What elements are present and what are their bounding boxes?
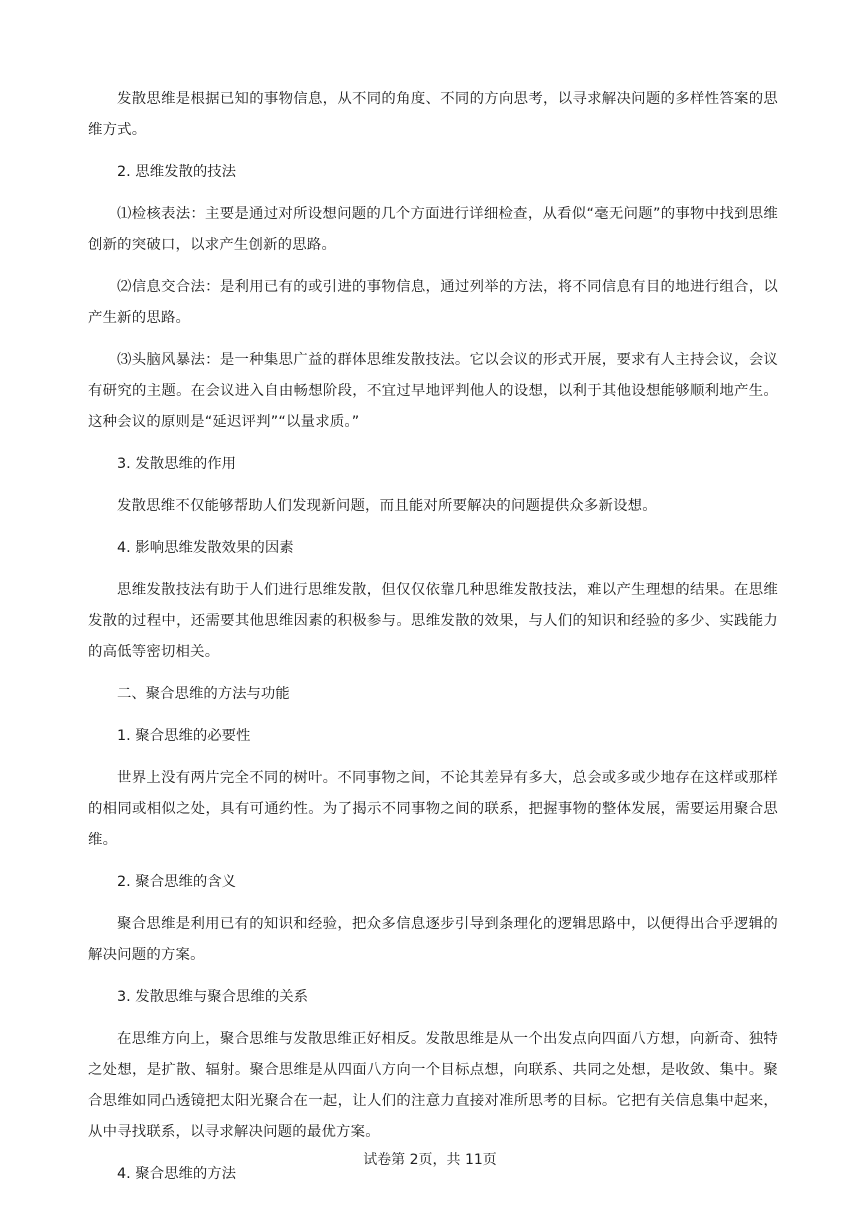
body-paragraph: ⑵信息交合法：是利用已有的或引进的事物信息，通过列举的方法，将不同信息有目的地进行组合，以产生新的思路。 [88,279,778,326]
section-heading: 2. 聚合思维的含义 [117,874,237,890]
section-heading: 4. 影响思维发散效果的因素 [117,540,294,556]
section-heading: 二、聚合思维的方法与功能 [117,686,290,702]
section-heading: 2. 思维发散的技法 [117,164,237,180]
section-heading: 4. 聚合思维的方法 [117,1166,237,1182]
body-paragraph: 发散思维是根据已知的事物信息，从不同的角度、不同的方向思考，以寻求解决问题的多样性答案的思维方式。 [88,91,778,138]
page-footer: 试卷第 2页，共 11页 [363,1152,497,1168]
document-body [88,84,778,1201]
body-paragraph: ⑴检核表法：主要是通过对所设想问题的几个方面进行详细检查，从看似“毫无问题”的事物中找到思维创新的突破口，以求产生创新的思路。 [88,206,778,253]
body-paragraph: ⑶头脑风暴法：是一种集思广益的群体思维发散技法。它以会议的形式开展，要求有人主持会议，会议有研究的主题。在会议进入自由畅想阶段，不宜过早地评判他人的设想，以利于其他设想能够顺利地产生。这种会议的原则是“延迟评判”“以量求质。” [88,352,778,430]
section-heading: 3. 发散思维与聚合思维的关系 [117,989,308,1005]
body-paragraph: 在思维方向上，聚合思维与发散思维正好相反。发散思维是从一个出发点向四面八方想，向新奇、独特之处想，是扩散、辐射。聚合思维是从四面八方向一个目标点想，向联系、共同之处想，是收敛、集中。聚合思维如同凸透镜把太阳光聚合在一起，让人们的注意力直接对准所思考的目标。它把有关信息集中起来，从中寻找联系，以寻求解决问题的最优方案。 [88,1031,778,1140]
section-heading: 1. 聚合思维的必要性 [117,728,251,744]
body-paragraph: 思维发散技法有助于人们进行思维发散，但仅仅依靠几种思维发散技法，难以产生理想的结果。在思维发散的过程中，还需要其他思维因素的积极参与。思维发散的效果，与人们的知识和经验的多少、实践能力的高低等密切相关。 [88,582,778,660]
body-paragraph: 聚合思维是利用已有的知识和经验，把众多信息逐步引导到条理化的逻辑思路中，以便得出合乎逻辑的解决问题的方案。 [88,916,778,963]
body-paragraph: 发散思维不仅能够帮助人们发现新问题，而且能对所要解决的问题提供众多新设想。 [117,498,657,514]
body-paragraph: 世界上没有两片完全不同的树叶。不同事物之间，不论其差异有多大，总会或多或少地存在这样或那样的相同或相似之处，具有可通约性。为了揭示不同事物之间的联系，把握事物的整体发展，需要运用聚合思维。 [88,770,778,848]
section-heading: 3. 发散思维的作用 [117,456,237,472]
